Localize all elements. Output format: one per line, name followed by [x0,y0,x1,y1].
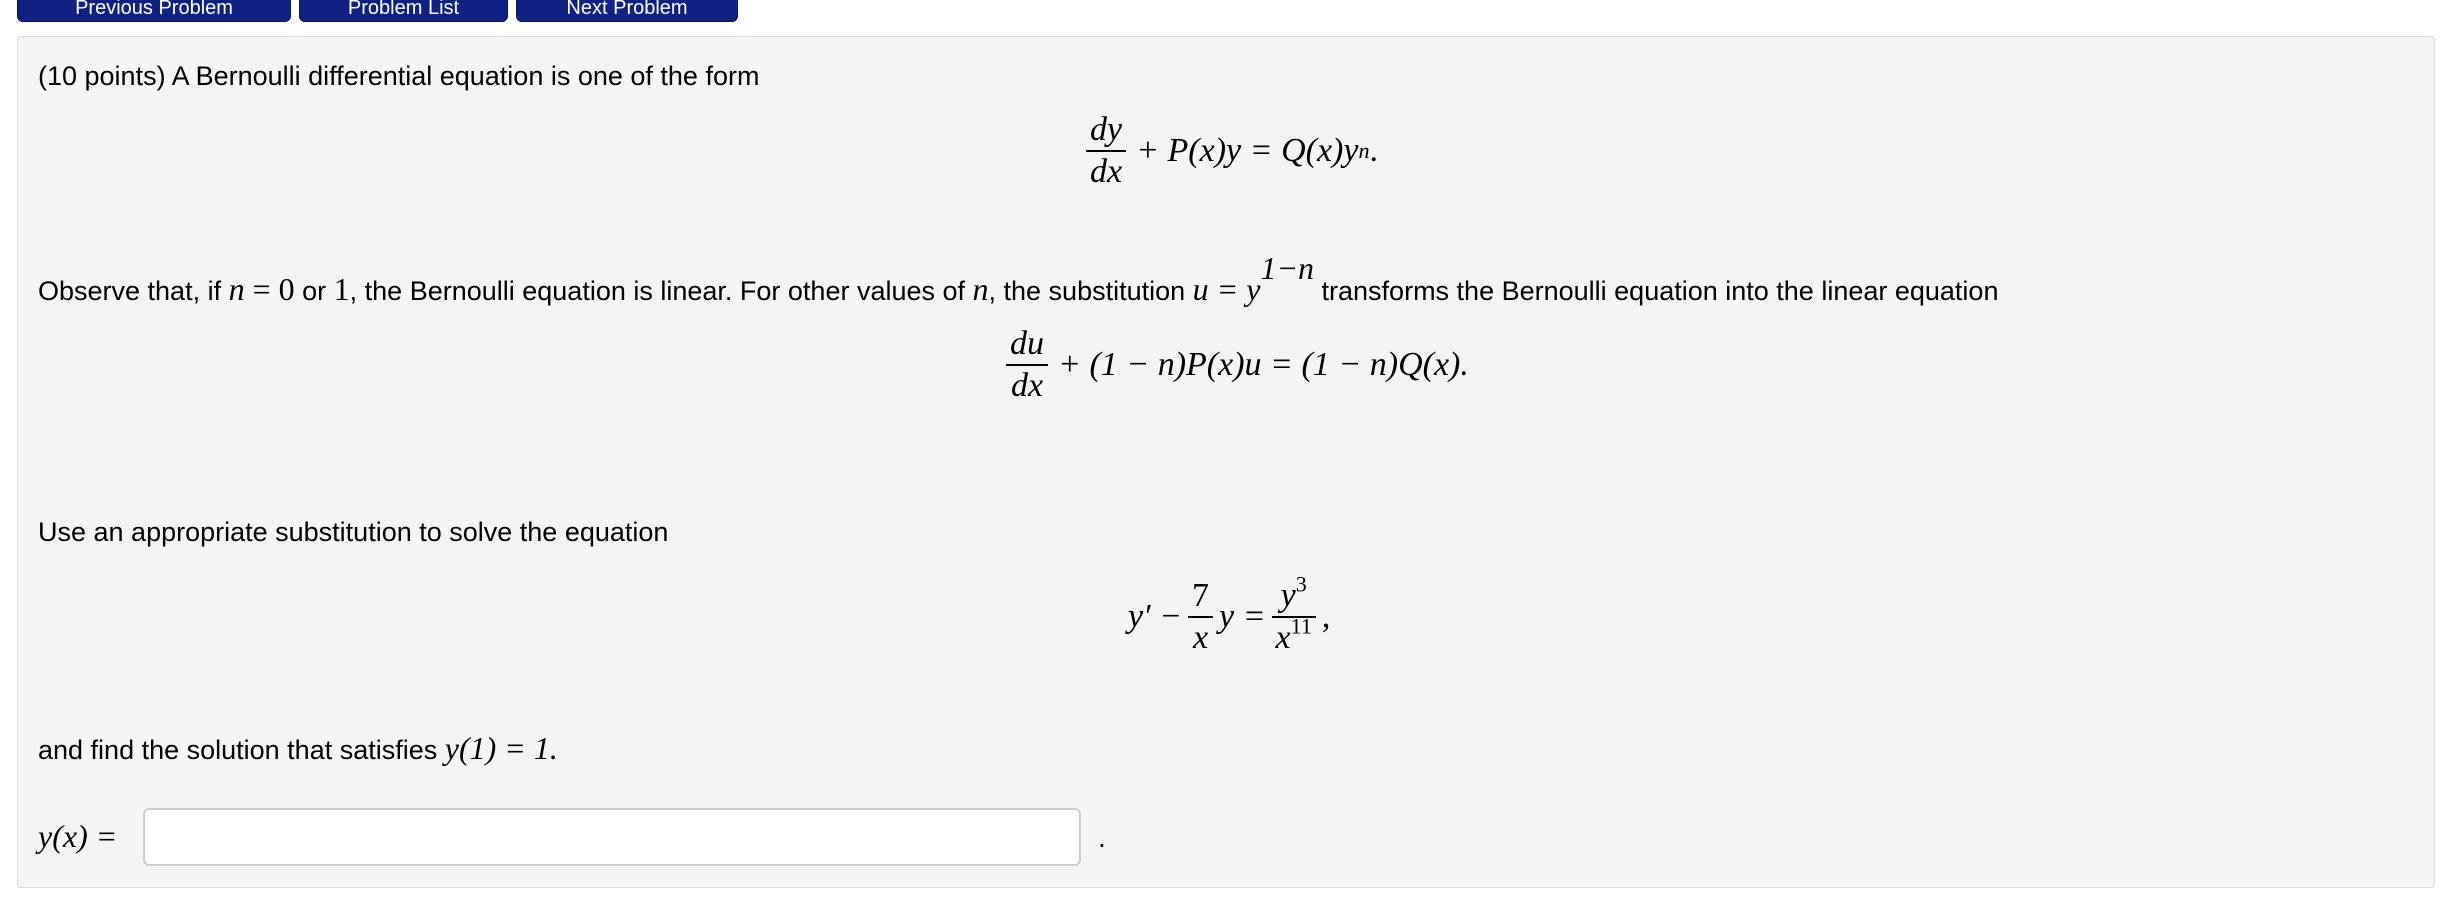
fraction-denominator: x [1192,619,1209,656]
linear-equation [1000,326,1469,404]
given-equation [1128,571,1331,656]
dy-dx-fraction [1086,112,1126,190]
fraction-denominator: dx [1010,367,1044,404]
problem-list-button[interactable]: Problem List [299,0,508,22]
y3-over-x11-fraction [1272,571,1316,656]
equation-end: . [1369,132,1379,169]
previous-problem-button[interactable]: Previous Problem [17,0,291,22]
equation-end: , [1321,598,1331,635]
du-dx-fraction [1006,326,1048,404]
denominator-exponent: 11 [1290,613,1312,639]
fraction-numerator: du [1010,325,1044,362]
next-problem-button[interactable]: Next Problem [516,0,738,22]
fraction-numerator: 7 [1191,577,1209,614]
bernoulli-equation: $\frac{dy}{dx}$ + P(x)y = Q(x)y n . [1080,112,1378,190]
equation-rest: + P(x)y = Q(x)y [1136,132,1359,169]
trailing-period: . [1098,822,1106,853]
observe-text: Observe that, if n = 0 or 1, the Bernoulli equation is linear. For other values of n, the substitution $u = y^{1-n}$ transforms the Bernoulli equation into the linear equation [38,250,1999,307]
equation-middle: y = [1218,598,1266,635]
equation-rest: + (1 − n)P(x)u = (1 − n)Q(x). [1058,346,1469,383]
fraction-numerator: y [1280,577,1296,614]
numerator-exponent: 3 [1295,571,1307,597]
initial-condition: y(1) = 1. [444,730,558,766]
answer-input[interactable] [143,808,1081,866]
fraction-numerator: dy [1090,111,1123,148]
fraction-denominator: x [1275,619,1291,656]
fraction-denominator: dx [1090,153,1123,190]
problem-intro: (10 points) A Bernoulli differential equation is one of the form [38,61,760,91]
equation-lhs: y′ − [1128,598,1182,635]
answer-label: y(x) = [38,818,118,854]
problem-navigation [0,0,2450,24]
use-substitution-text: Use an appropriate substitution to solve the equation [38,517,669,547]
seven-over-x-fraction [1188,578,1213,656]
find-solution-text: and find the solution that satisfies y(1) = 1. [38,730,558,766]
